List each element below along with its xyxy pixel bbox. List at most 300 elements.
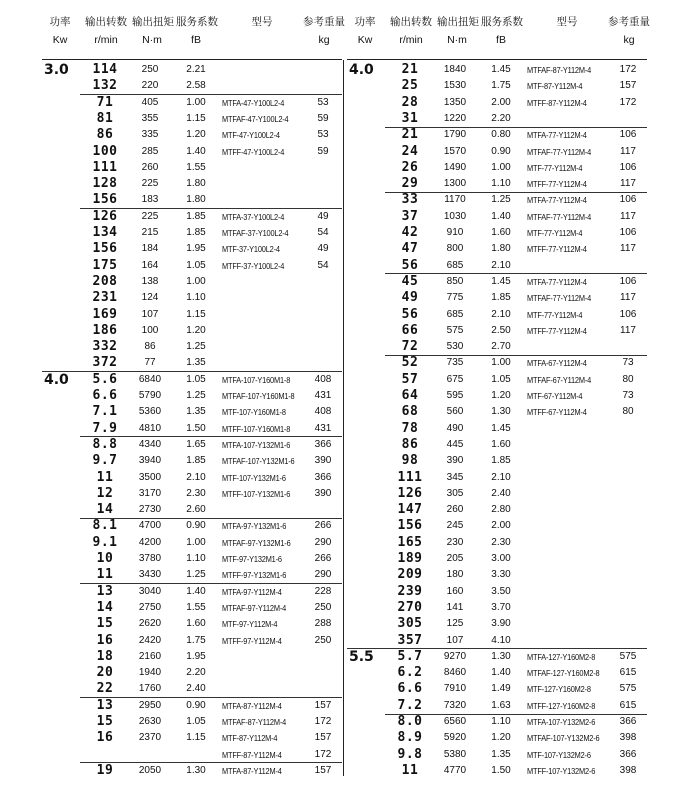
header-weight-title: 参考重量 <box>608 16 650 28</box>
weight: 157 <box>314 732 332 744</box>
table-row <box>42 698 342 714</box>
output-torque: 107 <box>141 308 159 320</box>
service-factor: 2.70 <box>491 341 511 353</box>
table-row <box>42 535 342 551</box>
model-number: MTFF-47-Y100L2-4 <box>222 146 285 157</box>
model-number: MTFAF-67-Y112M-4 <box>527 374 592 385</box>
table-row <box>42 665 342 681</box>
output-torque: 685 <box>446 259 464 271</box>
output-torque: 7910 <box>443 683 467 695</box>
model-number: MTFA-37-Y100L2-4 <box>222 211 285 222</box>
model-number: MTFAF-77-Y112M-4 <box>527 146 592 157</box>
output-torque: 9270 <box>443 650 467 662</box>
table-row <box>42 258 342 274</box>
weight: 390 <box>314 455 332 467</box>
output-speed: 270 <box>397 599 423 615</box>
output-speed: 15 <box>96 616 114 632</box>
service-factor: 1.45 <box>491 64 511 75</box>
model-number: MTF-107-Y132M1-6 <box>222 472 286 483</box>
output-speed: 81 <box>96 110 114 126</box>
table-row <box>347 339 647 355</box>
model-number: MTFA-77-Y112M-4 <box>527 130 587 141</box>
output-speed: 209 <box>397 567 423 583</box>
model-number: MTFA-107-Y132M2-6 <box>527 717 596 727</box>
model-number: MTFA-47-Y100L2-4 <box>222 97 285 108</box>
model-number: MTFA-127-Y160M2-8 <box>527 651 596 662</box>
table-row <box>42 160 342 176</box>
output-torque: 125 <box>446 618 464 630</box>
table-row <box>347 209 647 225</box>
weight: 106 <box>619 194 637 206</box>
service-factor: 1.25 <box>186 569 206 581</box>
output-speed: 37 <box>401 208 419 224</box>
service-factor: 2.10 <box>491 471 511 483</box>
service-factor: 1.85 <box>491 292 511 304</box>
output-torque: 2160 <box>138 650 162 662</box>
table-row <box>42 388 342 404</box>
service-factor: 1.20 <box>186 324 206 336</box>
model-number: MTF-47-Y100L2-4 <box>222 130 280 141</box>
table-row <box>347 698 647 714</box>
weight: 80 <box>622 406 634 418</box>
table-row <box>347 535 647 551</box>
table-row <box>347 567 647 583</box>
header-torque-title: 输出扭矩 <box>437 16 479 28</box>
table-row <box>42 355 342 371</box>
output-speed: 20 <box>96 665 114 681</box>
table-row <box>347 681 647 697</box>
output-speed: 8.9 <box>397 730 423 746</box>
output-torque: 4770 <box>443 764 467 776</box>
header-speed-unit: r/min <box>94 34 118 46</box>
output-torque: 1570 <box>443 145 467 157</box>
header-torque-title: 输出扭矩 <box>132 16 174 28</box>
output-torque: 230 <box>446 536 464 548</box>
service-factor: 1.95 <box>186 650 206 662</box>
weight: 49 <box>317 210 329 222</box>
weight: 73 <box>622 390 634 401</box>
output-torque: 2730 <box>138 504 162 516</box>
output-torque: 183 <box>141 194 159 206</box>
output-torque: 6840 <box>138 373 162 385</box>
model-number: MTF-87-Y112M-4 <box>222 733 278 744</box>
output-speed: 8.0 <box>397 714 423 729</box>
weight: 366 <box>619 716 637 727</box>
output-torque: 7320 <box>443 699 467 711</box>
output-torque: 1760 <box>138 683 162 695</box>
service-factor: 2.40 <box>491 487 511 499</box>
output-torque: 220 <box>141 80 159 92</box>
output-speed: 156 <box>397 518 423 534</box>
service-factor: 2.10 <box>186 471 206 483</box>
table-row <box>347 437 647 453</box>
table-row <box>347 551 647 567</box>
header-speed-title: 输出转数 <box>85 16 127 28</box>
output-speed: 372 <box>92 355 118 371</box>
weight: 290 <box>314 569 332 581</box>
output-speed: 9.1 <box>92 534 118 550</box>
weight: 54 <box>317 259 329 271</box>
table-row <box>347 127 647 143</box>
output-torque: 3170 <box>138 487 162 499</box>
table-row <box>347 518 647 534</box>
service-factor: 1.80 <box>186 178 206 190</box>
output-speed: 100 <box>92 143 118 159</box>
weight: 172 <box>619 64 637 75</box>
weight: 106 <box>619 129 637 141</box>
table-row <box>42 372 342 388</box>
service-factor: 0.90 <box>186 699 206 711</box>
service-factor: 2.30 <box>186 487 206 499</box>
table-row <box>42 404 342 420</box>
output-speed: 8.8 <box>92 436 118 452</box>
service-factor: 1.45 <box>491 422 511 434</box>
output-torque: 77 <box>144 357 156 369</box>
output-speed: 72 <box>401 339 419 355</box>
service-factor: 3.90 <box>491 618 511 630</box>
output-speed: 16 <box>96 632 114 648</box>
output-speed: 332 <box>92 339 118 355</box>
output-speed: 126 <box>92 208 118 224</box>
model-number: MTFAF-47-Y100L2-4 <box>222 113 289 124</box>
table-row <box>42 176 342 192</box>
output-speed: 12 <box>96 485 114 501</box>
output-speed: 98 <box>401 453 419 469</box>
output-torque: 184 <box>141 243 159 255</box>
table-row <box>347 763 647 779</box>
service-factor: 1.49 <box>491 683 511 695</box>
output-torque: 3430 <box>138 569 162 581</box>
table-row <box>42 649 342 665</box>
model-number: MTFF-87-Y112M-4 <box>222 749 282 760</box>
table-row <box>42 437 342 453</box>
service-factor: 1.55 <box>186 161 206 173</box>
model-number: MTFF-97-Y112M-4 <box>222 635 282 646</box>
model-number: MTFAF-107-Y132M2-6 <box>527 733 600 744</box>
output-torque: 5360 <box>138 406 162 418</box>
output-speed: 156 <box>92 192 118 208</box>
weight: 250 <box>314 634 332 646</box>
service-factor: 1.65 <box>186 438 206 450</box>
service-factor: 0.90 <box>186 520 206 532</box>
service-factor: 1.80 <box>186 194 206 206</box>
table-row <box>42 78 342 94</box>
table-row <box>42 730 342 746</box>
weight: 431 <box>314 422 332 434</box>
output-torque: 1790 <box>443 129 467 141</box>
service-factor: 1.20 <box>491 390 511 401</box>
output-torque: 260 <box>446 504 464 516</box>
table-row <box>42 518 342 534</box>
service-factor: 1.50 <box>491 764 511 776</box>
output-speed: 52 <box>401 355 419 371</box>
output-torque: 245 <box>446 520 464 532</box>
header-fb-title: 服务系数 <box>176 16 218 28</box>
service-factor: 1.05 <box>186 373 206 385</box>
output-torque: 355 <box>141 112 159 124</box>
table-row <box>347 307 647 323</box>
table-row <box>42 111 342 127</box>
model-number: MTFA-107-Y160M1-8 <box>222 374 291 385</box>
model-number: MTFF-77-Y112M-4 <box>527 179 587 190</box>
output-torque: 685 <box>446 308 464 320</box>
table-header <box>42 14 345 54</box>
output-torque: 100 <box>141 324 159 336</box>
service-factor: 1.75 <box>186 634 206 646</box>
service-factor: 1.00 <box>491 357 511 369</box>
output-torque: 560 <box>446 406 464 418</box>
output-torque: 107 <box>446 634 464 646</box>
model-number: MTF-67-Y112M-4 <box>527 391 583 401</box>
output-speed: 25 <box>401 78 419 94</box>
table-row <box>347 600 647 616</box>
output-torque: 180 <box>446 569 464 581</box>
model-number: MTFAF-127-Y160M2-8 <box>527 668 600 679</box>
output-speed: 86 <box>401 436 419 452</box>
output-speed: 239 <box>397 583 423 599</box>
header-rule <box>42 59 342 60</box>
service-factor: 2.30 <box>491 536 511 548</box>
output-speed: 22 <box>96 681 114 697</box>
model-number: MTFA-107-Y132M1-6 <box>222 439 291 450</box>
output-speed: 111 <box>397 469 423 485</box>
service-factor: 1.25 <box>491 194 511 206</box>
output-speed: 42 <box>401 225 419 240</box>
model-number: MTFAF-107-Y160M1-8 <box>222 391 295 401</box>
table-row <box>42 470 342 486</box>
output-speed: 71 <box>96 94 114 110</box>
output-torque: 345 <box>446 471 464 483</box>
weight: 106 <box>619 227 637 238</box>
table-row <box>347 78 647 94</box>
model-number: MTFF-67-Y112M-4 <box>527 407 587 418</box>
weight: 431 <box>314 390 332 401</box>
weight: 106 <box>619 308 637 320</box>
service-factor: 3.30 <box>491 569 511 581</box>
output-speed: 21 <box>401 62 419 77</box>
table-row <box>42 747 342 763</box>
output-speed: 11 <box>96 567 114 583</box>
service-factor: 1.15 <box>186 732 206 744</box>
weight: 117 <box>620 324 636 336</box>
output-speed: 128 <box>92 176 118 192</box>
output-speed: 10 <box>96 551 114 566</box>
table-row <box>42 144 342 160</box>
service-factor: 1.35 <box>186 406 206 418</box>
header-rule <box>347 59 647 60</box>
service-factor: 1.45 <box>491 275 511 287</box>
model-number: MTFAF-97-Y112M-4 <box>222 602 287 613</box>
service-factor: 1.00 <box>186 536 206 548</box>
output-torque: 490 <box>446 422 464 434</box>
output-torque: 2630 <box>138 716 162 727</box>
weight: 53 <box>317 129 329 141</box>
table-row <box>42 62 342 78</box>
output-torque: 6560 <box>443 716 467 727</box>
service-factor: 2.40 <box>186 683 206 695</box>
weight: 366 <box>314 471 332 483</box>
service-factor: 1.05 <box>491 373 511 385</box>
service-factor: 1.85 <box>186 227 206 238</box>
model-number: MTFA-77-Y112M-4 <box>527 276 587 287</box>
table-row <box>347 176 647 192</box>
output-torque: 86 <box>144 341 156 353</box>
output-torque: 1350 <box>443 96 467 108</box>
table-row <box>42 616 342 632</box>
output-speed: 29 <box>401 176 419 192</box>
weight: 615 <box>619 699 637 711</box>
header-model-title: 型号 <box>556 16 578 28</box>
model-number: MTFAF-37-Y100L2-4 <box>222 228 289 238</box>
output-speed: 6.6 <box>92 388 118 403</box>
output-torque: 405 <box>141 96 159 108</box>
output-speed: 134 <box>92 225 118 240</box>
table-row <box>347 225 647 241</box>
weight: 290 <box>314 536 332 548</box>
output-speed: 165 <box>397 534 423 550</box>
table-row <box>347 633 647 649</box>
weight: 615 <box>619 667 637 679</box>
output-speed: 21 <box>401 127 419 143</box>
output-speed: 305 <box>397 616 423 632</box>
table-row <box>42 567 342 583</box>
model-number: MTFAF-77-Y112M-4 <box>527 211 592 222</box>
service-factor: 2.60 <box>186 504 206 516</box>
weight: 106 <box>619 275 637 287</box>
header-kw-title: 功率 <box>49 16 71 28</box>
output-speed: 49 <box>401 290 419 306</box>
output-speed: 231 <box>92 290 118 306</box>
service-factor: 2.10 <box>491 308 511 320</box>
table-row <box>347 241 647 257</box>
service-factor: 1.00 <box>186 275 206 287</box>
service-factor: 1.85 <box>186 210 206 222</box>
weight: 117 <box>620 292 636 304</box>
weight: 398 <box>619 764 637 776</box>
model-number: MTF-77-Y112M-4 <box>527 309 583 320</box>
model-number: MTFF-77-Y112M-4 <box>527 244 587 255</box>
output-speed: 19 <box>96 762 114 778</box>
service-factor: 1.10 <box>186 553 206 564</box>
service-factor: 1.40 <box>491 210 511 222</box>
output-torque: 2370 <box>138 732 162 744</box>
service-factor: 2.00 <box>491 520 511 532</box>
service-factor: 1.10 <box>491 178 511 190</box>
output-torque: 3780 <box>138 553 162 564</box>
table-header <box>347 14 650 54</box>
table-row <box>347 649 647 665</box>
weight: 266 <box>314 520 332 532</box>
service-factor: 1.25 <box>186 341 206 353</box>
output-torque: 390 <box>446 455 464 467</box>
output-speed: 5.7 <box>397 648 423 664</box>
power-value: 4.0 <box>44 371 69 388</box>
output-speed: 208 <box>92 273 118 289</box>
output-torque: 4200 <box>138 536 162 548</box>
model-number: MTFF-107-Y160M1-8 <box>222 423 291 434</box>
output-torque: 305 <box>446 487 464 499</box>
header-torque-unit: N·m <box>142 34 162 46</box>
header-fb-unit: fB <box>496 34 506 46</box>
model-number: MTFAF-97-Y132M1-6 <box>222 537 291 548</box>
output-torque: 3940 <box>138 455 162 467</box>
table-row <box>347 502 647 518</box>
output-torque: 1030 <box>443 210 467 222</box>
service-factor: 1.30 <box>186 764 206 776</box>
table-row <box>347 192 647 208</box>
service-factor: 1.10 <box>491 716 511 727</box>
header-speed-unit: r/min <box>399 34 423 46</box>
table-row <box>42 323 342 339</box>
service-factor: 1.50 <box>186 422 206 434</box>
table-row <box>347 111 647 127</box>
model-number: MTF-77-Y112M-4 <box>527 162 583 173</box>
output-torque: 530 <box>446 341 464 353</box>
weight: 172 <box>314 716 332 727</box>
output-torque: 250 <box>141 64 159 75</box>
output-speed: 66 <box>401 322 419 338</box>
output-speed: 8.1 <box>92 518 118 534</box>
model-number: MTFA-97-Y132M1-6 <box>222 521 287 532</box>
output-speed: 78 <box>401 420 419 436</box>
model-number: MTFA-97-Y112M-4 <box>222 586 282 597</box>
output-speed: 68 <box>401 404 419 420</box>
service-factor: 1.85 <box>186 455 206 467</box>
weight: 288 <box>314 618 332 630</box>
output-speed: 64 <box>401 388 419 403</box>
header-speed-title: 输出转数 <box>390 16 432 28</box>
output-speed: 169 <box>92 306 118 322</box>
output-speed: 189 <box>397 551 423 566</box>
service-factor: 3.50 <box>491 585 511 597</box>
weight: 117 <box>620 243 636 255</box>
model-number: MTFAF-107-Y132M1-6 <box>222 456 295 467</box>
service-factor: 1.35 <box>491 748 511 760</box>
table-row <box>42 763 342 779</box>
output-torque: 1220 <box>443 112 467 124</box>
output-speed: 9.7 <box>92 453 118 469</box>
service-factor: 1.25 <box>186 390 206 401</box>
weight: 266 <box>314 553 332 564</box>
service-factor: 1.60 <box>186 618 206 630</box>
power-value: 5.5 <box>349 648 374 665</box>
output-torque: 445 <box>446 438 464 450</box>
table-row <box>347 323 647 339</box>
service-factor: 1.00 <box>186 96 206 108</box>
table-row <box>347 665 647 681</box>
service-factor: 1.80 <box>491 243 511 255</box>
output-speed: 111 <box>92 159 118 175</box>
table-row <box>42 600 342 616</box>
weight: 172 <box>314 748 332 760</box>
table-row <box>42 192 342 208</box>
table-row <box>347 486 647 502</box>
output-torque: 285 <box>141 145 159 157</box>
model-number: MTFF-37-Y100L2-4 <box>222 260 285 271</box>
output-torque: 124 <box>141 292 159 304</box>
table-row <box>347 730 647 746</box>
output-torque: 4700 <box>138 520 162 532</box>
weight: 575 <box>619 683 637 695</box>
service-factor: 2.80 <box>491 504 511 516</box>
model-number: MTF-87-Y112M-4 <box>527 81 583 92</box>
model-number: MTFF-127-Y160M2-8 <box>527 700 596 711</box>
header-kw-unit: Kw <box>52 34 68 46</box>
service-factor: 1.55 <box>186 601 206 613</box>
output-speed: 156 <box>92 241 118 257</box>
output-speed: 13 <box>96 583 114 599</box>
output-torque: 3040 <box>138 585 162 597</box>
